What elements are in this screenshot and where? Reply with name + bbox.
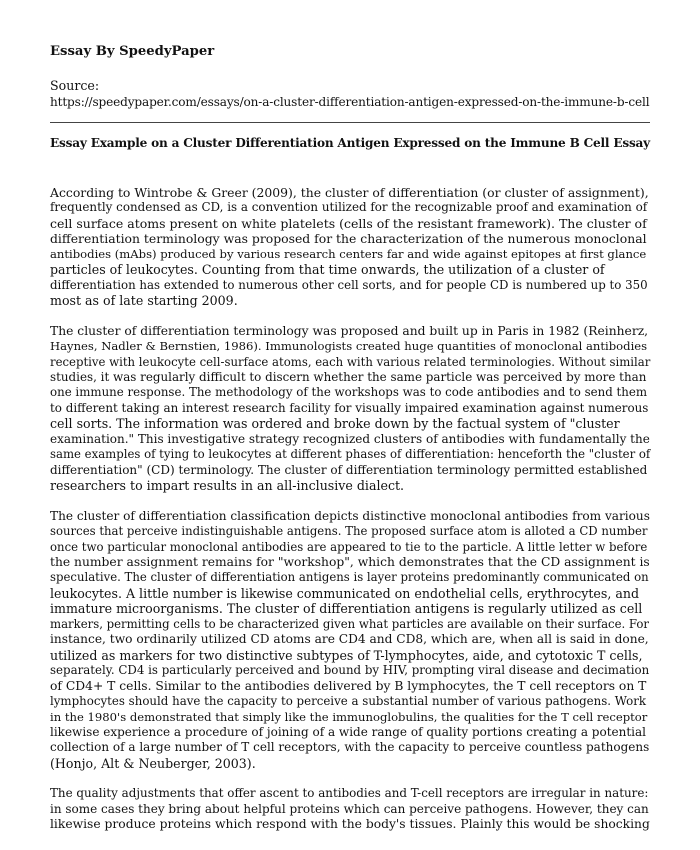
paragraph (50, 324, 650, 494)
text-line: of CD4+ T cells. Similar to the antibodies delivered by B lymphocytes, the T cell receptors on T (50, 678, 647, 693)
text-line: The quality adjustments that offer ascent to antibodies and T-cell receptors are irregular in nature: (50, 786, 649, 801)
text-line: leukocytes. A little number is likewise communicated on endothelial cells, erythrocytes, and (50, 585, 640, 601)
text-line: The cluster of differentiation classification depicts distinctive monoclonal antibodies from various (50, 508, 650, 523)
text-line: speculative. The cluster of differentiation antigens is layer proteins predominantly communicated on (50, 570, 649, 585)
text-line: likewise produce proteins which respond with the body's tissues. Plainly this would be shocking (50, 817, 650, 832)
text-line: examination." This investigative strategy recognized clusters of antibodies with fundamentally the (50, 431, 650, 446)
paragraph (50, 786, 650, 832)
text-line: separately. CD4 is particularly perceived and bound by HIV, prompting viral disease and decimation (50, 663, 650, 678)
paragraph (50, 185, 650, 309)
text-line: (Honjo, Alt & Neuberger, 2003). (50, 755, 256, 771)
text-line: to different taking an interest research facility for visually impaired examination against numerous (50, 400, 649, 415)
text-line: antibodies (mAbs) produced by various research centers far and wide against epitopes at first glance (50, 246, 647, 261)
text-line: sources that perceive indistinguishable antigens. The proposed surface atom is alloted a CD number (50, 524, 648, 539)
text-line: same examples of tying to leukocytes at different phases of differentiation: henceforth the "cluster of (50, 447, 651, 462)
text-line: immature microorganisms. The cluster of differentiation antigens is regularly utilized as cell (50, 601, 643, 617)
text-line: utilized as markers for two distinctive subtypes of T-lymphocytes, aide, and cytotoxic T cells, (50, 647, 643, 663)
text-line: Haynes, Nadler & Bernstien, 1986). Immunologists created huge quantities of monoclonal antibodies (50, 339, 648, 354)
text-line: receptive with leukocyte cell-surface atoms, each with various related terminologies. Without similar (50, 354, 651, 369)
source-url: https://speedypaper.com/essays/on-a-cluster-differentiation-antigen-expressed-on-the-immune-b-cell (50, 95, 650, 109)
text-line: differentiation terminology was proposed for the characterization of the numerous monoclonal (50, 231, 647, 247)
text-line: in the 1980's demonstrated that simply like the immunoglobulins, the qualities for the T cell receptor (50, 709, 648, 724)
text-line: studies, it was regularly difficult to discern whether the same particle was perceived by more than (50, 369, 647, 384)
text-line: lymphocytes should have the capacity to perceive a substantial number of various pathogens. Work (50, 694, 647, 709)
text-line: one immune response. The methodology of the workshops was to code antibodies and to send them (50, 385, 648, 400)
essay-title: Essay Example on a Cluster Differentiation Antigen Expressed on the Immune B Cell Essay (50, 136, 651, 150)
text-line: markers, permitting cells to be characterized given what particles are available on their surface. For (50, 616, 650, 631)
text-line: in some cases they bring about helpful proteins which can perceive pathogens. However, they can (50, 801, 649, 816)
text-line: likewise experience a procedure of joining of a wide range of quality portions creating a potential (50, 724, 646, 739)
text-line: The cluster of differentiation terminology was proposed and built up in Paris in 1982 (Reinherz, (50, 323, 649, 338)
text-line: cell surface atoms present on white platelets (cells of the resistant framework). The cluster of (50, 215, 647, 231)
text-line: cell sorts. The information was ordered and broke down by the factual system of "cluster (50, 416, 620, 432)
text-line: frequently condensed as CD, is a convention utilized for the recognizable proof and examination of (50, 200, 648, 215)
text-line: most as of late starting 2009. (50, 293, 238, 309)
divider-line (50, 122, 650, 123)
source-label: Source: (50, 78, 100, 93)
paragraph (50, 509, 650, 772)
text-line: the number assignment remains for "workshop", which demonstrates that the CD assignment is (50, 554, 650, 569)
text-line: instance, two ordinarily utilized CD atoms are CD4 and CD8, which are, when all is said in done, (50, 632, 649, 647)
text-line: According to Wintrobe & Greer (2009), the cluster of differentiation (or cluster of assignment), (50, 185, 649, 200)
text-line: once two particular monoclonal antibodies are appeared to tie to the particle. A little letter w before (50, 539, 648, 554)
essay-body (50, 185, 650, 848)
text-line: researchers to impart results in an all-inclusive dialect. (50, 478, 405, 494)
text-line: differentiation" (CD) terminology. The cluster of differentiation terminology permitted established (50, 462, 648, 477)
text-line: differentiation has extended to numerous other cell sorts, and for people CD is numbered up to 350 (50, 277, 648, 292)
brand-heading: Essay By SpeedyPaper (50, 44, 215, 59)
text-line: particles of leukocytes. Counting from that time onwards, the utilization of a cluster of (50, 262, 605, 278)
text-line: collection of a large number of T cell receptors, with the capacity to perceive countless pathogens (50, 740, 650, 755)
